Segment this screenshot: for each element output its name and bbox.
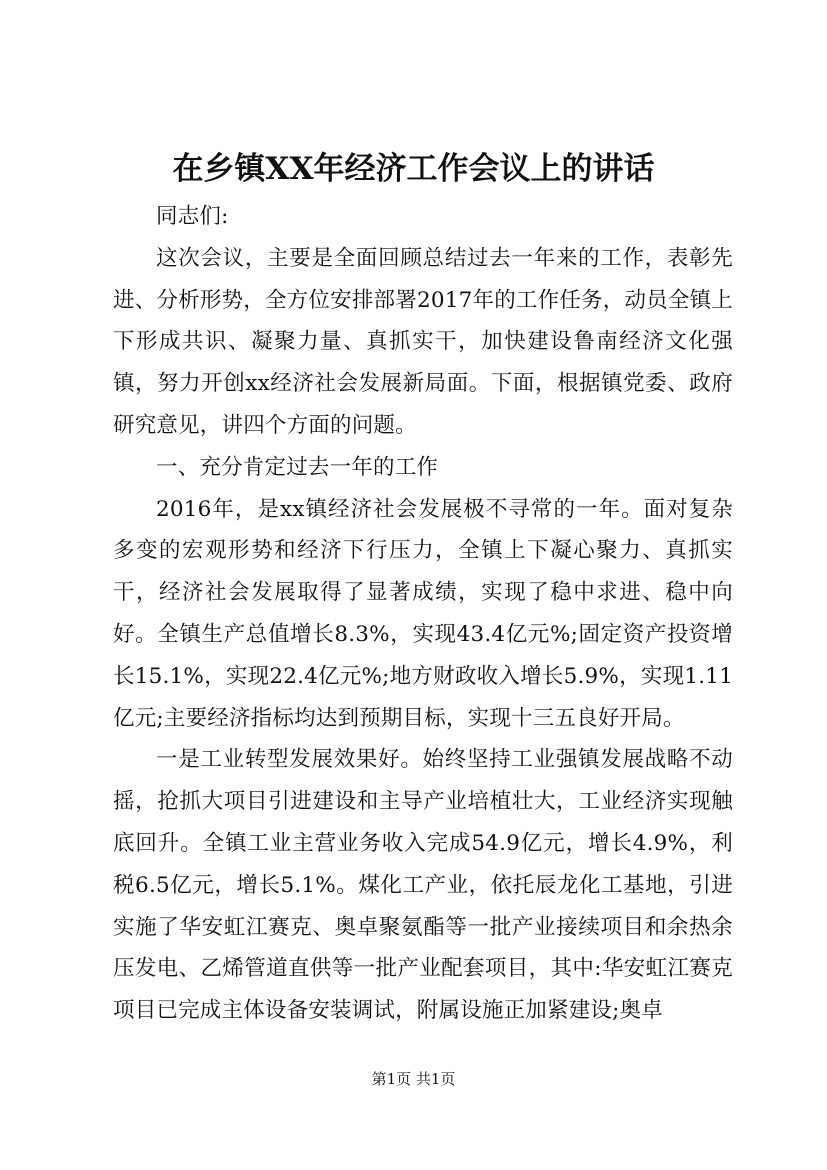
page-footer: 第1页 共1页 [371,1070,456,1088]
document-title: 在乡镇XX年经济工作会议上的讲话 [172,151,655,187]
document-body [113,196,733,1032]
body-paragraph-industry: 一是工业转型发展效果好。始终坚持工业强镇发展战略不动摇，抢抓大项目引进建设和主导产业培植壮大，工业经济实现触底回升。全镇工业主营业务收入完成54.9亿元，增长4.9%，利税6.5亿元，增长5.1%。煤化工产业，依托辰龙化工基地，引进实施了华安虹江赛克、奥卓聚氨酯等一批产业接续项目和余热余压发电、乙烯管道直供等一批产业配套项目，其中:华安虹江赛克项目已完成主体设备安装调试，附属设施正加紧建设;奥卓 [113,747,733,1024]
body-paragraph-review: 2016年，是xx镇经济社会发展极不寻常的一年。面对复杂多变的宏观形势和经济下行压力，全镇上下凝心聚力、真抓实干，经济社会发展取得了显著成绩，实现了稳中求进、稳中向好。全镇生产总值增长8.3%，实现43.4亿元%;固定资产投资增长15.1%，实现22.4亿元%;地方财政收入增长5.9%，实现1.11亿元;主要经济指标均达到预期目标，实现十三五良好开局。 [113,496,733,731]
section-heading: 一、充分肯定过去一年的工作 [156,454,439,480]
salutation-paragraph: 同志们: [156,204,229,229]
body-paragraph-intro: 这次会议，主要是全面回顾总结过去一年来的工作，表彰先进、分析形势，全方位安排部署2017年的工作任务，动员全镇上下形成共识、凝聚力量、真抓实干，加快建设鲁南经济文化强镇，努力开创xx经济社会发展新局面。下面，根据镇党委、政府研究意见，讲四个方面的问题。 [113,245,733,438]
